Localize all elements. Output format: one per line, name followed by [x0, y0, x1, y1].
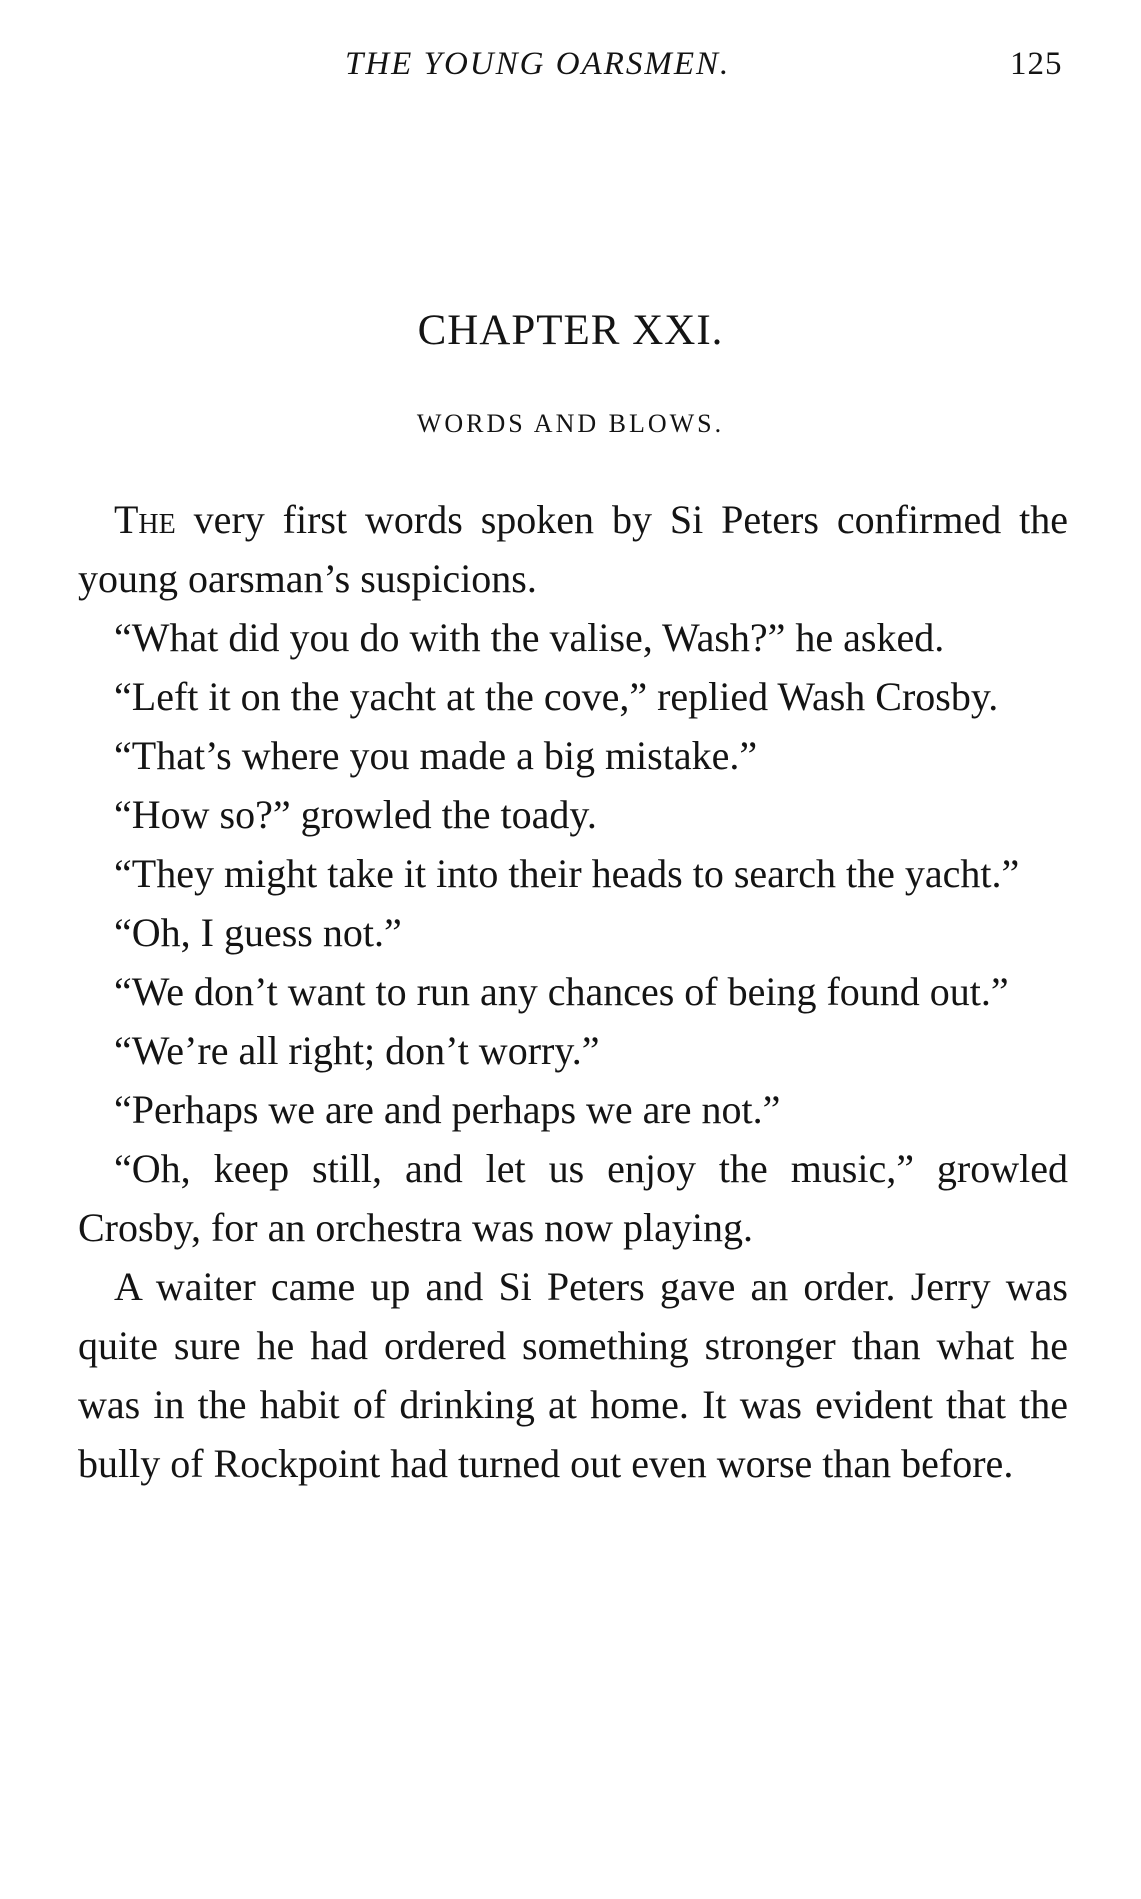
running-title: THE YOUNG OARSMEN. — [345, 46, 731, 82]
running-head — [0, 46, 1141, 96]
paragraph: “We’re all right; don’t worry.” — [114, 1028, 600, 1073]
chapter-number: CHAPTER XXI. — [417, 307, 724, 354]
paragraph: “We don’t want to run any chances of being found out.” — [114, 969, 1009, 1014]
paragraph: “Oh, keep still, and let us enjoy the music,” growled Crosby, for an orchestra was now playing. — [78, 1146, 1068, 1250]
paragraph — [78, 490, 1068, 608]
body-text — [78, 490, 1068, 1493]
paragraph: “They might take it into their heads to search the yacht.” — [114, 851, 1020, 896]
paragraph-text: very first words spoken by Si Peters confirmed the young oarsman’s suspicions. — [78, 497, 1068, 601]
paragraph-lead-word: The — [114, 497, 176, 542]
page-number: 125 — [1010, 46, 1063, 82]
paragraph: “Left it on the yacht at the cove,” replied Wash Crosby. — [114, 674, 999, 719]
paragraph: “How so?” growled the toady. — [114, 792, 597, 837]
chapter-title: WORDS AND BLOWS. — [416, 409, 725, 438]
paragraph: “Perhaps we are and perhaps we are not.” — [114, 1087, 781, 1132]
paragraph: “That’s where you made a big mistake.” — [114, 733, 758, 778]
paragraph: “Oh, I guess not.” — [114, 910, 402, 955]
paragraph: A waiter came up and Si Peters gave an order. Jerry was quite sure he had ordered something stronger than what he was in the habit of drinking at home. It was evident that the bully of Rockpoint had turned out even worse than before. — [78, 1264, 1068, 1486]
paragraph: “What did you do with the valise, Wash?” he asked. — [114, 615, 945, 660]
